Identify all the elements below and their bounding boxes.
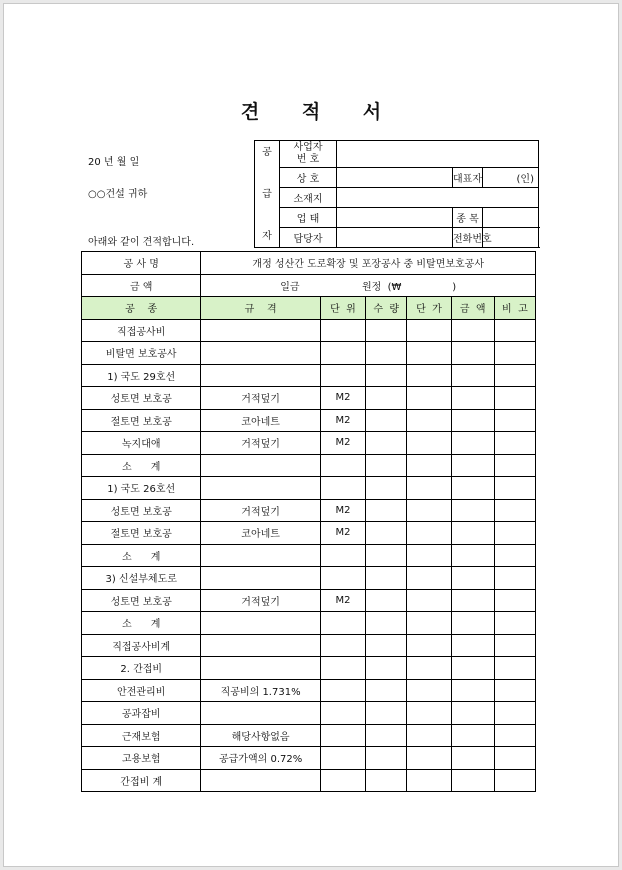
table-cell[interactable]: [494, 634, 535, 657]
table-row: [82, 747, 536, 770]
estimate-table: [81, 251, 536, 792]
table-cell[interactable]: [201, 544, 320, 567]
col-header: 수 량: [366, 297, 407, 320]
table-cell[interactable]: [494, 319, 535, 342]
manager-label: 담당자: [280, 228, 337, 248]
table-cell[interactable]: [494, 612, 535, 635]
table-cell: 성토면 보호공: [82, 499, 201, 522]
table-cell[interactable]: [407, 499, 451, 522]
table-cell: 성토면 보호공: [82, 387, 201, 410]
table-cell[interactable]: [494, 432, 535, 455]
document-title: 견 적 서: [240, 101, 400, 123]
table-cell[interactable]: [320, 679, 365, 702]
table-cell[interactable]: [366, 319, 407, 342]
table-cell[interactable]: [494, 522, 535, 545]
business-type-label: 업 태: [280, 208, 337, 228]
table-row: [82, 432, 536, 455]
table-cell[interactable]: [201, 477, 320, 500]
table-cell[interactable]: [201, 319, 320, 342]
table-row: [82, 724, 536, 747]
table-cell[interactable]: [451, 567, 494, 590]
table-cell[interactable]: [366, 364, 407, 387]
table-cell[interactable]: [320, 454, 365, 477]
table-cell[interactable]: [494, 769, 535, 792]
table-cell[interactable]: 코아네트: [201, 522, 320, 545]
col-header: 공 종: [82, 297, 201, 320]
table-cell[interactable]: [494, 387, 535, 410]
table-cell[interactable]: [407, 522, 451, 545]
table-cell[interactable]: [201, 769, 320, 792]
column-header-row: [82, 297, 536, 320]
table-cell: 간접비 계: [82, 769, 201, 792]
table-cell[interactable]: [320, 747, 365, 770]
table-cell[interactable]: [407, 409, 451, 432]
table-cell[interactable]: M2: [320, 409, 365, 432]
table-cell[interactable]: [494, 567, 535, 590]
table-cell[interactable]: [320, 702, 365, 725]
table-cell[interactable]: [451, 387, 494, 410]
table-cell[interactable]: [366, 477, 407, 500]
ceo-label: 대표자: [453, 168, 483, 188]
table-cell[interactable]: [366, 657, 407, 680]
table-cell[interactable]: [407, 454, 451, 477]
table-cell: 3) 신설부체도로: [82, 567, 201, 590]
table-cell: 직접공사비계: [82, 634, 201, 657]
table-cell: 근재보험: [82, 724, 201, 747]
table-cell[interactable]: [451, 769, 494, 792]
ceo-seal[interactable]: (인): [483, 168, 539, 188]
amount-value[interactable]: [201, 274, 536, 297]
table-cell[interactable]: [407, 679, 451, 702]
table-cell[interactable]: [366, 342, 407, 365]
supplier-table: [254, 140, 539, 248]
table-cell[interactable]: [201, 657, 320, 680]
reg-no-value[interactable]: [337, 141, 539, 168]
table-cell[interactable]: [494, 364, 535, 387]
table-cell[interactable]: [407, 657, 451, 680]
table-row: [82, 454, 536, 477]
table-cell[interactable]: [320, 634, 365, 657]
table-cell[interactable]: [451, 432, 494, 455]
table-cell[interactable]: [407, 702, 451, 725]
table-cell: 소 계: [82, 544, 201, 567]
table-cell[interactable]: [451, 724, 494, 747]
table-cell[interactable]: [407, 634, 451, 657]
table-cell[interactable]: [201, 342, 320, 365]
table-cell[interactable]: [407, 589, 451, 612]
table-cell: 공과잡비: [82, 702, 201, 725]
table-cell[interactable]: [494, 454, 535, 477]
table-cell[interactable]: 직공비의 1.731%: [201, 679, 320, 702]
intro-text: 아래와 같이 견적합니다.: [88, 237, 195, 248]
business-item-value[interactable]: [483, 208, 539, 228]
table-cell[interactable]: [494, 409, 535, 432]
table-cell[interactable]: [201, 634, 320, 657]
project-label: 공 사 명: [82, 252, 201, 275]
table-cell[interactable]: [201, 364, 320, 387]
table-cell[interactable]: M2: [320, 589, 365, 612]
table-cell[interactable]: [320, 724, 365, 747]
address-label: 소재지: [280, 188, 337, 208]
table-cell: 고용보험: [82, 747, 201, 770]
table-cell[interactable]: [407, 387, 451, 410]
manager-value[interactable]: [337, 228, 453, 248]
col-header: 단 위: [320, 297, 365, 320]
table-cell[interactable]: [320, 544, 365, 567]
table-cell[interactable]: 거적덮기: [201, 387, 320, 410]
table-cell[interactable]: M2: [320, 387, 365, 410]
table-cell[interactable]: [407, 477, 451, 500]
col-header: 금 액: [451, 297, 494, 320]
table-cell[interactable]: 거적덮기: [201, 432, 320, 455]
table-cell[interactable]: [494, 342, 535, 365]
table-cell: 2. 간접비: [82, 657, 201, 680]
table-cell[interactable]: [407, 724, 451, 747]
table-row: [82, 319, 536, 342]
table-cell[interactable]: [320, 612, 365, 635]
table-cell[interactable]: [366, 567, 407, 590]
business-item-label: 종 목: [453, 208, 483, 228]
table-row: [82, 364, 536, 387]
table-cell: 성토면 보호공: [82, 589, 201, 612]
table-row: [82, 499, 536, 522]
table-cell[interactable]: [494, 499, 535, 522]
table-cell[interactable]: [407, 612, 451, 635]
table-cell[interactable]: [451, 364, 494, 387]
table-cell[interactable]: [494, 702, 535, 725]
table-row: [82, 342, 536, 365]
table-cell[interactable]: [366, 454, 407, 477]
table-cell[interactable]: 거적덮기: [201, 499, 320, 522]
table-cell: 녹지대애: [82, 432, 201, 455]
table-cell: 1) 국도 26호선: [82, 477, 201, 500]
project-name: 개정 성산간 도로확장 및 포장공사 중 비탈면보호공사: [201, 252, 536, 275]
table-cell[interactable]: [201, 454, 320, 477]
table-cell: 비탈면 보호공사: [82, 342, 201, 365]
phone-label: 전화번호: [453, 228, 483, 248]
table-cell[interactable]: [451, 544, 494, 567]
table-cell[interactable]: [366, 634, 407, 657]
table-cell: 직접공사비: [82, 319, 201, 342]
table-cell[interactable]: [451, 702, 494, 725]
recipient: ○○건설 귀하: [88, 189, 148, 200]
table-cell[interactable]: [494, 747, 535, 770]
table-cell[interactable]: [201, 702, 320, 725]
table-cell[interactable]: 공급가액의 0.72%: [201, 747, 320, 770]
table-row: [82, 679, 536, 702]
table-cell[interactable]: [320, 657, 365, 680]
table-cell[interactable]: [366, 724, 407, 747]
table-cell[interactable]: [407, 567, 451, 590]
table-cell[interactable]: [366, 747, 407, 770]
table-cell[interactable]: [366, 589, 407, 612]
table-row: [82, 769, 536, 792]
table-cell[interactable]: [366, 409, 407, 432]
table-cell[interactable]: [451, 634, 494, 657]
table-cell[interactable]: [320, 342, 365, 365]
table-cell[interactable]: [366, 544, 407, 567]
table-cell[interactable]: [366, 702, 407, 725]
table-cell: 소 계: [82, 454, 201, 477]
table-cell[interactable]: [451, 522, 494, 545]
table-cell[interactable]: [366, 612, 407, 635]
table-cell[interactable]: [451, 657, 494, 680]
table-row: [82, 409, 536, 432]
table-cell[interactable]: [494, 477, 535, 500]
table-row: [82, 477, 536, 500]
table-row: [82, 657, 536, 680]
table-cell[interactable]: [494, 679, 535, 702]
col-header: 단 가: [407, 297, 451, 320]
amount-suffix: 원정 (₩ ): [361, 281, 457, 293]
table-cell[interactable]: [451, 747, 494, 770]
table-cell[interactable]: [320, 769, 365, 792]
table-cell[interactable]: [407, 432, 451, 455]
table-cell[interactable]: M2: [320, 432, 365, 455]
table-cell[interactable]: [451, 477, 494, 500]
table-cell[interactable]: [366, 769, 407, 792]
table-row: [82, 522, 536, 545]
table-row: [82, 612, 536, 635]
table-cell[interactable]: [320, 477, 365, 500]
table-cell[interactable]: [366, 387, 407, 410]
table-cell[interactable]: M2: [320, 499, 365, 522]
table-cell[interactable]: [451, 499, 494, 522]
table-row: [82, 544, 536, 567]
table-cell[interactable]: [451, 409, 494, 432]
table-cell[interactable]: [201, 567, 320, 590]
table-cell[interactable]: [494, 589, 535, 612]
table-cell[interactable]: M2: [320, 522, 365, 545]
table-cell[interactable]: [451, 342, 494, 365]
col-header: 규 격: [201, 297, 320, 320]
table-cell: 절토면 보호공: [82, 522, 201, 545]
table-cell: 안전관리비: [82, 679, 201, 702]
company-label: 상 호: [280, 168, 337, 188]
table-cell[interactable]: [494, 657, 535, 680]
table-cell[interactable]: [494, 724, 535, 747]
table-cell[interactable]: [407, 769, 451, 792]
table-cell[interactable]: [407, 364, 451, 387]
table-cell[interactable]: [366, 499, 407, 522]
table-cell[interactable]: [320, 567, 365, 590]
table-cell: 소 계: [82, 612, 201, 635]
reg-no-label: 사업자 번 호: [280, 141, 337, 168]
table-cell[interactable]: [320, 319, 365, 342]
table-cell[interactable]: 해당사항없음: [201, 724, 320, 747]
table-cell[interactable]: [451, 589, 494, 612]
table-cell[interactable]: [320, 364, 365, 387]
table-cell[interactable]: [366, 432, 407, 455]
table-row: [82, 567, 536, 590]
table-cell[interactable]: [407, 319, 451, 342]
company-value[interactable]: [337, 168, 453, 188]
table-cell[interactable]: [494, 544, 535, 567]
table-row: [82, 387, 536, 410]
table-cell: 1) 국도 29호선: [82, 364, 201, 387]
date-line: 20 년 월 일: [88, 157, 140, 168]
col-header: 비 고: [494, 297, 535, 320]
amount-label: 금 액: [82, 274, 201, 297]
table-cell[interactable]: 거적덮기: [201, 589, 320, 612]
table-cell[interactable]: [451, 679, 494, 702]
table-cell[interactable]: [451, 454, 494, 477]
table-cell[interactable]: [366, 522, 407, 545]
address-value[interactable]: [337, 188, 539, 208]
amount-prefix: 일금: [280, 281, 300, 293]
table-cell[interactable]: [407, 342, 451, 365]
table-cell: 절토면 보호공: [82, 409, 201, 432]
table-row: [82, 702, 536, 725]
table-cell[interactable]: 코아네트: [201, 409, 320, 432]
table-cell[interactable]: [451, 612, 494, 635]
table-cell[interactable]: [407, 747, 451, 770]
table-cell[interactable]: [451, 319, 494, 342]
table-row: [82, 634, 536, 657]
business-type-value[interactable]: [337, 208, 453, 228]
table-cell[interactable]: [201, 612, 320, 635]
table-cell[interactable]: [366, 679, 407, 702]
table-cell[interactable]: [407, 544, 451, 567]
supplier-side-label: 공 급 자: [255, 141, 280, 248]
table-row: [82, 589, 536, 612]
